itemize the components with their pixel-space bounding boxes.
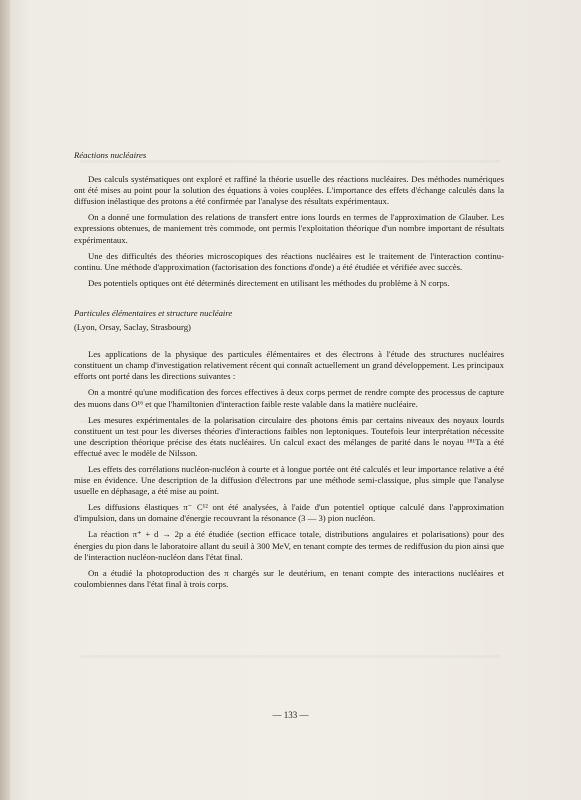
paragraph: Les mesures expérimentales de la polarisation circulaire des photons émis par certains niveaux des noyaux lourds constituent un test pour les diverses théories d'interactions faibles non leptoniques. Toutefois leur interprétation nécessite une description théorique précise des états nucléaires. Un calcul exact des mélanges de parité dans le noyau ¹⁸¹Ta a été effectué avec le modèle de Nilsson. — [74, 414, 504, 458]
paragraph: Les effets des corrélations nucléon-nucléon à courte et à longue portée ont été calculés et leur importance relative a été mise en évidence. Une description de la diffusion d'électrons par une méthode semi-classique, plus simple que l'analyse usuelle en déphasage, a été mise au point. — [74, 463, 504, 497]
page-number: — 133 — — [272, 710, 309, 720]
paragraph: On a montré qu'une modification des forces effectives à deux corps permet de rendre compte des processus de capture des muons dans O¹⁶ et que l'hamiltonien d'interaction faible reste valable dans la matière nucléaire. — [74, 387, 504, 409]
page-body — [74, 150, 504, 590]
paragraph: On a donné une formulation des relations de transfert entre ions lourds en termes de l'approximation de Glauber. Les expressions obtenues, de maniement très commode, ont permis l'exploitation théorique d'un nombre important de résultats expérimentaux. — [74, 212, 504, 245]
paragraph: Une des difficultés des théories microscopiques des réactions nucléaires est le traitement de l'interaction continu-continu. Une méthode d'approximation (factorisation des fonctions d'onde) a été étudiée et vérifiée avec succès. — [74, 250, 504, 272]
paragraph: La réaction π⁺ + d → 2p a été étudiée (section efficace totale, distributions angulaires et polarisations) pour des énergies du pion dans le laboratoire allant du seuil à 300 MeV, en tenant compte des termes de rediffusion du pion ainsi que de l'interaction nucléon-nucléon dans l'état final. — [74, 529, 504, 562]
paragraph: On a étudié la photoproduction des π chargés sur le deutérium, en tenant compte des interactions nucléaires et coulombiennes dans l'état final à trois corps. — [74, 567, 504, 589]
paragraph: Des calculs systématiques ont exploré et raffiné la théorie usuelle des réactions nucléaires. Des méthodes numériques ont été mises au point pour la solution des équations à voies couplées. L'importance des effets d'échange calculés dans la diffusion inélastique des protons a été confirmée par l'analyse des résultats expérimentaux. — [74, 174, 504, 207]
paragraph: Les applications de la physique des particules élémentaires et des électrons à l'étude des structures nucléaires constituent un champ d'investigation relativement récent qui connaît actuellement un grand développement. Les principaux efforts ont porté dans les directions suivantes : — [74, 349, 504, 382]
page-spine-shadow — [0, 0, 10, 800]
show-through-mark — [80, 655, 500, 658]
section-subheading-labs: (Lyon, Orsay, Saclay, Strasbourg) — [74, 322, 191, 333]
paragraph: Des potentiels optiques ont été déterminés directement en utilisant les méthodes du problème à N corps. — [88, 277, 450, 288]
section-heading-nuclear-reactions: Réactions nucléaires — [74, 150, 147, 160]
paragraph: Les diffusions élastiques π⁻ C¹² ont été analysées, à l'aide d'un potentiel optique calculé dans l'approximation d'impulsion, dans un domaine d'énergie recouvrant la résonance (3 — 3) pion nucléon. — [74, 502, 504, 524]
section-heading-particles: Particules élémentaires et structure nucléaire — [74, 307, 233, 318]
